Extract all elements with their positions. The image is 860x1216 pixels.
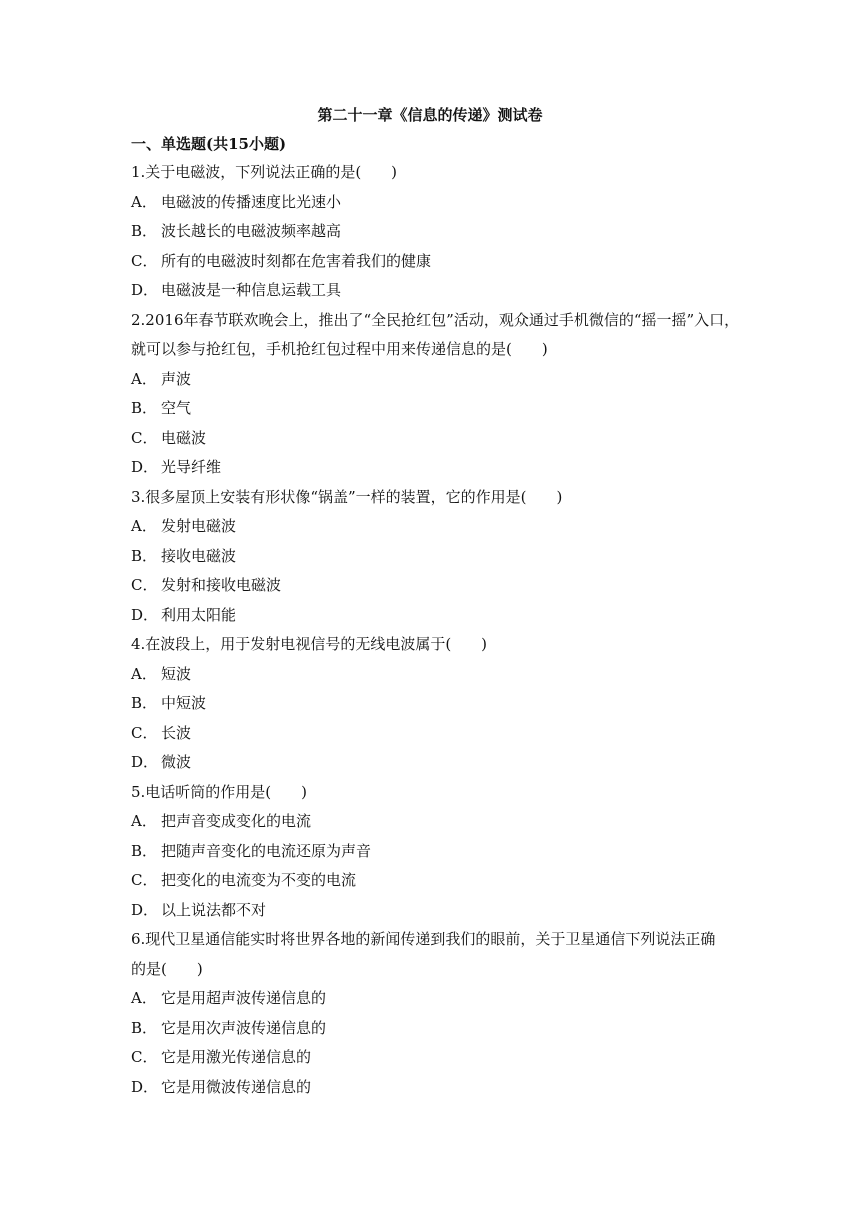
option-letter: A．	[131, 192, 157, 211]
option-text: 声波	[161, 369, 192, 388]
answer-option	[131, 840, 733, 870]
answer-option	[131, 692, 733, 722]
question-stem-line: 2.2016年春节联欢晚会上，推出了“全民抢红包”活动，观众通过手机微信的“摇一摇”入口，	[131, 310, 740, 329]
answer-option	[131, 1046, 733, 1076]
option-letter: B．	[131, 399, 158, 417]
answer-option	[131, 456, 733, 486]
answer-option	[131, 751, 733, 781]
answer-option	[131, 869, 733, 899]
option-letter: D．	[131, 605, 159, 624]
question-item	[131, 486, 733, 634]
option-letter: C．	[131, 871, 158, 889]
question-stem-line: 5.电话听筒的作用是( )	[131, 782, 308, 801]
option-text: 接收电磁波	[161, 546, 237, 565]
answer-option	[131, 427, 733, 457]
answer-option	[131, 191, 733, 221]
option-text: 电磁波是一种信息运载工具	[161, 281, 342, 299]
option-text: 把变化的电流变为不变的电流	[161, 871, 357, 889]
option-text: 发射电磁波	[161, 517, 237, 535]
option-text: 中短波	[161, 694, 207, 712]
option-letter: B．	[131, 694, 158, 712]
answer-option	[131, 574, 733, 604]
option-letter: A．	[131, 517, 157, 535]
option-letter: B．	[131, 222, 158, 240]
answer-option	[131, 220, 733, 250]
page-title: 第二十一章《信息的传递》测试卷	[317, 106, 543, 124]
answer-option	[131, 987, 733, 1017]
option-text: 它是用微波传递信息的	[161, 1077, 312, 1096]
option-text: 微波	[161, 753, 192, 771]
option-text: 把随声音变化的电流还原为声音	[161, 841, 372, 860]
option-text: 发射和接收电磁波	[161, 576, 282, 594]
option-letter: B．	[131, 546, 158, 565]
option-text: 空气	[161, 399, 192, 417]
option-text: 把声音变成变化的电流	[161, 812, 312, 830]
option-letter: B．	[131, 841, 158, 860]
option-letter: A．	[131, 989, 157, 1007]
question-stem-line: 3.很多屋顶上安装有形状像“锅盖”一样的装置，它的作用是( )	[131, 487, 563, 506]
option-text: 电磁波的传播速度比光速小	[161, 192, 342, 211]
answer-option	[131, 810, 733, 840]
option-letter: C．	[131, 428, 158, 447]
question-stem-line: 就可以参与抢红包，手机抢红包过程中用来传递信息的是( )	[131, 340, 548, 358]
option-text: 光导纤维	[161, 458, 222, 476]
answer-option	[131, 663, 733, 693]
option-text: 短波	[161, 664, 192, 683]
question-stem-line: 的是( )	[131, 959, 203, 978]
option-letter: A．	[131, 664, 157, 683]
answer-option	[131, 397, 733, 427]
option-letter: C．	[131, 1048, 158, 1066]
question-stem-line: 1.关于电磁波，下列说法正确的是( )	[131, 163, 398, 181]
option-letter: D．	[131, 281, 159, 299]
question-item	[131, 928, 733, 1105]
answer-option	[131, 1076, 733, 1106]
question-item	[131, 781, 733, 929]
option-text: 长波	[161, 723, 192, 742]
question-list	[131, 161, 740, 1105]
option-letter: C．	[131, 723, 158, 742]
question-stem-line: 4.在波段上，用于发射电视信号的无线电波属于( )	[131, 635, 488, 653]
option-text: 它是用激光传递信息的	[161, 1048, 312, 1066]
answer-option	[131, 722, 733, 752]
option-letter: B．	[131, 1018, 158, 1037]
option-letter: D．	[131, 458, 159, 476]
answer-option	[131, 604, 733, 634]
answer-option	[131, 515, 733, 545]
option-letter: D．	[131, 900, 159, 919]
option-letter: A．	[131, 812, 157, 830]
option-text: 波长越长的电磁波频率越高	[161, 222, 342, 240]
option-text: 所有的电磁波时刻都在危害着我们的健康	[161, 251, 432, 270]
answer-option	[131, 899, 733, 929]
option-text: 以上说法都不对	[161, 900, 267, 919]
answer-option	[131, 250, 733, 280]
answer-option	[131, 545, 733, 575]
answer-option	[131, 1017, 733, 1047]
question-item	[131, 309, 740, 486]
option-letter: C．	[131, 576, 158, 594]
option-letter: D．	[131, 1077, 159, 1096]
option-letter: A．	[131, 369, 157, 388]
question-item	[131, 161, 733, 309]
option-letter: D．	[131, 753, 159, 771]
option-text: 电磁波	[161, 428, 207, 447]
section-heading: 一、单选题(共15小题)	[131, 135, 287, 153]
option-letter: C．	[131, 251, 158, 270]
option-text: 它是用超声波传递信息的	[161, 989, 327, 1007]
option-text: 它是用次声波传递信息的	[161, 1018, 327, 1037]
question-item	[131, 633, 733, 781]
option-text: 利用太阳能	[161, 605, 237, 624]
question-stem-line: 6.现代卫星通信能实时将世界各地的新闻传递到我们的眼前，关于卫星通信下列说法正确	[131, 930, 716, 948]
answer-option	[131, 279, 733, 309]
answer-option	[131, 368, 733, 398]
